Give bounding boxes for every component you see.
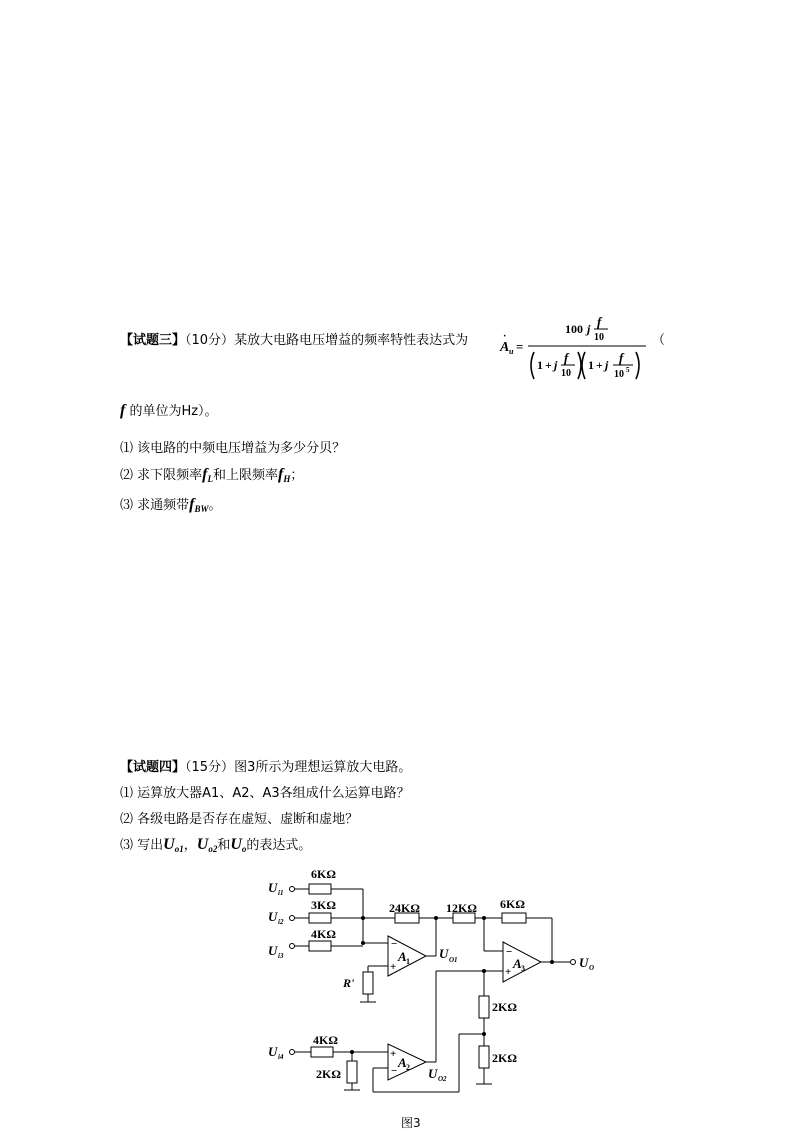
num-f: f bbox=[597, 314, 602, 329]
junction-dot bbox=[434, 916, 438, 920]
junction-dot bbox=[482, 969, 486, 973]
item-number: ⑶ bbox=[120, 498, 134, 513]
den-10-2: 10 bbox=[614, 369, 624, 380]
q3-heading: 【试题三】 bbox=[120, 333, 186, 348]
num-j: j bbox=[587, 322, 591, 336]
num-coef: 100 bbox=[565, 322, 583, 336]
item-text-post: 的表达式。 bbox=[246, 838, 312, 853]
value-2k-a2: 2KΩ bbox=[316, 1067, 341, 1081]
item-number: ⑵ bbox=[120, 468, 134, 483]
resistor-6k-input bbox=[309, 884, 331, 894]
item-number: ⑴ bbox=[120, 441, 134, 456]
var-uo1: U bbox=[163, 836, 175, 853]
resistor-4k-input bbox=[309, 941, 331, 951]
sub-bw: BW bbox=[194, 504, 209, 514]
item-text-pre: 求通频带 bbox=[137, 498, 190, 513]
item-text: 各级电路是否存在虚短、虚断和虚地？ bbox=[137, 812, 359, 827]
var-f-bw: f bbox=[189, 496, 195, 513]
a1-plus-sign: + bbox=[390, 961, 397, 973]
a3-minus-sign: − bbox=[506, 946, 513, 958]
junction-dot bbox=[482, 916, 486, 920]
junction-dot bbox=[361, 941, 365, 945]
var-f-lower: f bbox=[202, 466, 208, 483]
resistor-4k-a2-input bbox=[311, 1047, 333, 1057]
label-ui3: U bbox=[268, 943, 278, 958]
label-a3: A bbox=[513, 956, 522, 971]
a1-minus-sign: − bbox=[391, 938, 398, 950]
resistor-6k-feedback bbox=[502, 913, 526, 923]
den-f-2: f bbox=[619, 350, 624, 365]
item-text-pre: 写出 bbox=[137, 838, 164, 853]
resistor-2k-a2 bbox=[347, 1061, 357, 1083]
resistor-r-prime bbox=[363, 972, 373, 994]
formula-lhs-dot: · bbox=[503, 331, 507, 342]
label-ui1: U bbox=[268, 880, 278, 895]
value-6k-feedback: 6KΩ bbox=[500, 897, 525, 911]
junction-dot bbox=[350, 1050, 354, 1054]
sub-o: o bbox=[241, 844, 247, 854]
q4-score: （15分） bbox=[185, 760, 235, 775]
label-a2: A bbox=[398, 1055, 407, 1070]
junction-dot bbox=[361, 916, 365, 920]
label-uo-sub: O bbox=[589, 964, 595, 972]
den-plus-2: + bbox=[596, 358, 603, 372]
den-one-2: 1 bbox=[588, 358, 594, 372]
den-exp: 5 bbox=[626, 366, 630, 374]
sub-o2: o2 bbox=[208, 844, 218, 854]
terminal-ui1 bbox=[290, 887, 295, 892]
item-number: ⑶ bbox=[120, 838, 134, 853]
var-uo2: U bbox=[196, 836, 209, 853]
item-sep: ， bbox=[183, 838, 197, 853]
value-r-prime: R' bbox=[343, 976, 355, 990]
label-a2-sub: 2 bbox=[406, 1063, 410, 1072]
label-uo2: U bbox=[428, 1066, 438, 1081]
terminal-ui3 bbox=[290, 944, 295, 949]
item-text-mid: 和 bbox=[217, 838, 231, 853]
value-6k-input: 6KΩ bbox=[311, 867, 336, 881]
den-j-1: j bbox=[554, 358, 558, 372]
item-text: 该电路的中频电压增益为多少分贝？ bbox=[137, 441, 346, 456]
value-2k-lower: 2KΩ bbox=[492, 1051, 517, 1065]
junction-dot bbox=[482, 1032, 486, 1036]
resistor-2k-upper bbox=[479, 996, 489, 1018]
q3-open-paren: （ bbox=[652, 333, 666, 348]
value-12k: 12KΩ bbox=[446, 901, 477, 915]
terminal-ui2 bbox=[290, 916, 295, 921]
var-uo: U bbox=[230, 836, 242, 853]
value-24k: 24KΩ bbox=[389, 901, 420, 915]
resistor-2k-lower bbox=[479, 1046, 489, 1068]
q4-intro: 图3所示为理想运算放大电路。 bbox=[234, 760, 412, 775]
den-j-2: j bbox=[605, 358, 609, 372]
var-f-upper: f bbox=[278, 466, 284, 483]
label-ui2: U bbox=[268, 909, 278, 924]
terminal-ui4 bbox=[290, 1050, 295, 1055]
figure-caption: 图3 bbox=[401, 1116, 421, 1130]
terminal-uo bbox=[571, 960, 576, 965]
label-ui1-sub: i1 bbox=[278, 889, 284, 897]
label-ui3-sub: i3 bbox=[278, 952, 284, 960]
label-ui2-sub: i2 bbox=[278, 918, 284, 926]
value-3k-input: 3KΩ bbox=[311, 898, 336, 912]
item-text: 运算放大器A1、A2、A3各组成什么运算电路？ bbox=[137, 786, 410, 801]
unit-text: 的单位为Hz）。 bbox=[125, 404, 218, 419]
unit-var-f: f bbox=[120, 402, 126, 419]
label-a3-sub: 3 bbox=[521, 964, 525, 973]
label-ui4-sub: i4 bbox=[278, 1053, 284, 1061]
item-number: ⑵ bbox=[120, 812, 134, 827]
item-text-pre: 求下限频率 bbox=[137, 468, 203, 483]
a2-plus-sign: + bbox=[390, 1048, 397, 1060]
den-plus-1: + bbox=[545, 358, 552, 372]
item-text-mid: 和上限频率 bbox=[213, 468, 279, 483]
sub-l: L bbox=[207, 474, 213, 484]
formula-lhs: A bbox=[500, 340, 510, 355]
q3-score: （10分） bbox=[185, 333, 235, 348]
item-text-post: 。 bbox=[208, 498, 222, 513]
q4-heading: 【试题四】 bbox=[120, 760, 186, 775]
item-text-post: ； bbox=[290, 468, 304, 483]
label-ui4: U bbox=[268, 1044, 278, 1059]
label-uo1: U bbox=[439, 946, 449, 961]
a2-minus-sign: − bbox=[391, 1065, 398, 1077]
label-uo2-sub: O2 bbox=[438, 1075, 447, 1083]
label-uo1-sub: O1 bbox=[449, 956, 458, 964]
label-a1-sub: 1 bbox=[406, 957, 410, 966]
num-10: 10 bbox=[594, 332, 604, 343]
den-one-1: 1 bbox=[537, 358, 543, 372]
value-4k-a2: 4KΩ bbox=[313, 1033, 338, 1047]
junction-dot bbox=[550, 960, 554, 964]
value-4k-input: 4KΩ bbox=[311, 927, 336, 941]
formula-lhs-sub: u bbox=[509, 347, 514, 356]
label-a1: A bbox=[398, 949, 407, 964]
a3-plus-sign: + bbox=[505, 966, 512, 978]
item-number: ⑴ bbox=[120, 786, 134, 801]
q3-intro: 某放大电路电压增益的频率特性表达式为 bbox=[234, 333, 469, 348]
value-2k-upper: 2KΩ bbox=[492, 1000, 517, 1014]
resistor-3k-input bbox=[309, 913, 331, 923]
label-uo: U bbox=[579, 955, 589, 970]
sub-o1: o1 bbox=[174, 844, 184, 854]
sub-h: H bbox=[283, 474, 291, 484]
den-f-1: f bbox=[564, 350, 569, 365]
formula-equals: = bbox=[516, 339, 524, 354]
den-10-1: 10 bbox=[561, 368, 571, 379]
